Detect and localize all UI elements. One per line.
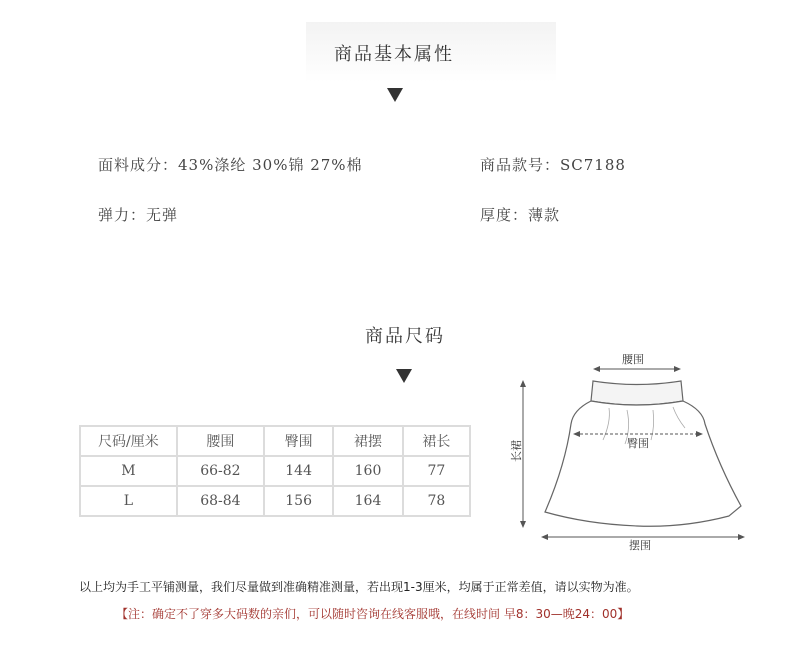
skirt-body-shape <box>545 401 741 526</box>
table-cell: 77 <box>403 456 470 486</box>
down-arrow-icon <box>387 88 403 102</box>
fabric-composition: 面料成分：43%涤纶 30%锦 27%棉 <box>98 156 363 174</box>
table-header-cell: 裙长 <box>403 426 470 456</box>
table-header-row <box>80 426 470 456</box>
table-cell: L <box>80 486 177 516</box>
hem-label: 摆围 <box>629 539 651 552</box>
measurement-note: 以上均为手工平铺测量，我们尽量做到准确精准测量，若出现1-3厘米，均属于正常差值，请以实物为准。 <box>79 580 639 594</box>
basic-section-title: 商品基本属性 <box>334 44 454 65</box>
waist-label: 腰围 <box>622 353 644 366</box>
table-cell: 78 <box>403 486 470 516</box>
table-row <box>80 456 470 486</box>
hip-label: 臀围 <box>627 437 649 450</box>
size-table <box>79 425 471 517</box>
table-cell: 66-82 <box>177 456 264 486</box>
product-code: 商品款号：SC7188 <box>480 156 626 174</box>
table-header-cell: 腰围 <box>177 426 264 456</box>
service-note: 【注：确定不了穿多大码数的亲们，可以随时咨询在线客服哦，在线时间 早8：30—晚24：00】 <box>116 607 630 621</box>
table-cell: 164 <box>333 486 402 516</box>
table-row <box>80 486 470 516</box>
length-label: 长裙 <box>510 440 523 462</box>
table-header-cell: 尺码/厘米 <box>80 426 177 456</box>
table-header-cell: 臀围 <box>264 426 333 456</box>
table-cell: 160 <box>333 456 402 486</box>
table-cell: 156 <box>264 486 333 516</box>
table-cell: 68-84 <box>177 486 264 516</box>
skirt-diagram <box>505 348 765 553</box>
waist-arrow <box>593 366 681 372</box>
elasticity: 弹力：无弹 <box>98 206 179 224</box>
thickness: 厚度：薄款 <box>480 206 561 224</box>
table-cell: 144 <box>264 456 333 486</box>
waistband-shape <box>591 381 683 405</box>
size-section-title: 商品尺码 <box>365 326 445 347</box>
table-cell: M <box>80 456 177 486</box>
table-header-cell: 裙摆 <box>333 426 402 456</box>
down-arrow-icon <box>396 369 412 383</box>
